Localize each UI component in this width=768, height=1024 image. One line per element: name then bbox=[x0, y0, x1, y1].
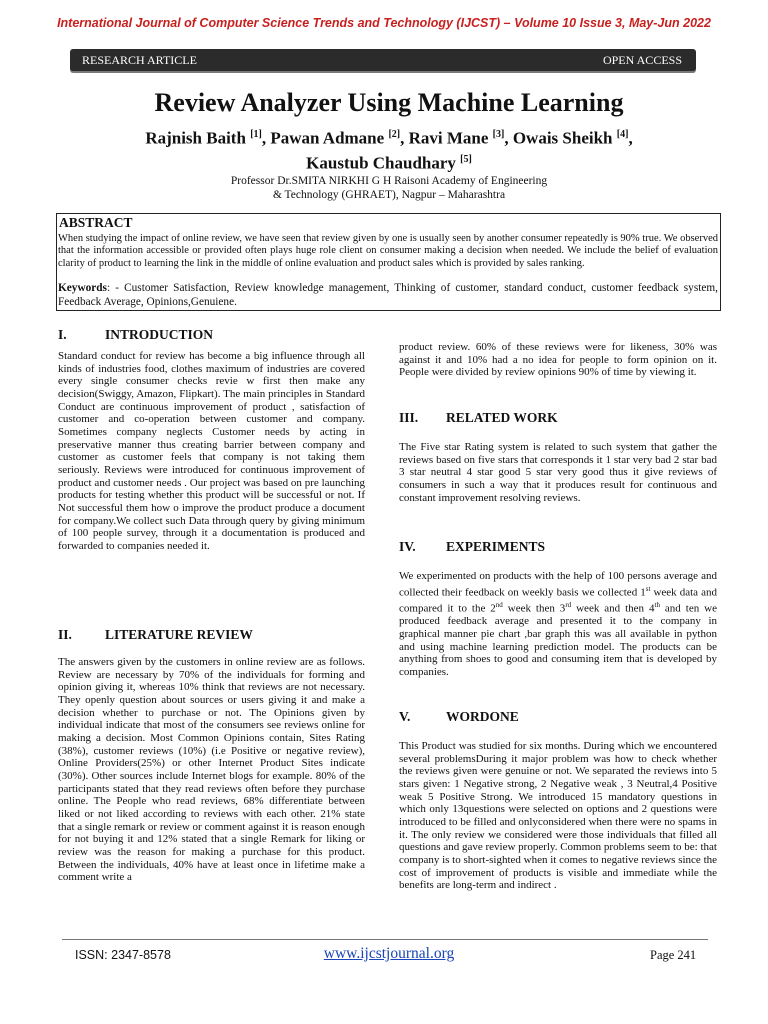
page-number: Page 241 bbox=[650, 948, 697, 962]
experiments-body: We experimented on products with the help of 100 persons average and collected their feedback on weekly basis we collected 1st week data and compared it to the 2nd week then 3rd week and then 4th and ten we produced feedback average and presented it to the company in graphical manner pie chart ,bar graph this was all available in python and using machine learning prediction model. The products can be anything from shoes to good and consuming item that is developed by companies. bbox=[399, 570, 717, 678]
section-heading-experiments: IV. EXPERIMENTS bbox=[399, 539, 546, 554]
abstract-text: When studying the impact of online review, we have seen that review given by one is usually seen by another consumer repeatedly is 90% true. We observed that the information accessible or provided often plays huge role client on consumer making a decision when needed. We include the belief of evaluation clarity of product to learning the link in the middle of online evaluation and product sales which is provided by sales ranking. bbox=[58, 233, 718, 269]
footer-divider bbox=[62, 939, 708, 940]
literature-review-body: The answers given by the customers in online review are as follows. Review are necessary by 70% of the individuals for forming and opinion giving it, whereas 10% think that reviews are not necessary. They openly question about sources or users giving it and make a decision whether to purchase or not. The Opinions given by individual indicate that most of the consumers see reviews online for making a decision. Most Common Opinions contain, Sites Rating (38%), customer reviews (10%) (i.e Positive or negative review), Online Providers(25%) or other Internet Product Sites indicate (30%). Other sources include Internet blogs for example. 80% of the participants stated that they read reviews often before they purchase online. The People who read reviews, 68% differentiate between liked or not liked according to reviews with each other. 21% state that a single remark or review or comment against it is reason enough for not buying it and 12% stated that a single Remark for liking or review was the reason for making a purchase for this product. Between the individuals, 40% have at least once in lifetime make a comment write a bbox=[58, 656, 365, 884]
literature-review-continued: product review. 60% of these reviews were for likeness, 30% was against it and 10% had a no idea for people to form opinion on it. People were divided by review opinions 90% of time by viewing it. bbox=[399, 341, 717, 379]
issn: ISSN: 2347-8578 bbox=[75, 948, 171, 962]
abstract-heading: ABSTRACT bbox=[59, 215, 133, 230]
section-heading-wordone: V. WORDONE bbox=[399, 709, 519, 724]
research-article-tag: RESEARCH ARTICLE bbox=[82, 53, 197, 67]
keywords: Keywords: - Customer Satisfaction, Review knowledge management, Thinking of customer, standard conduct, customer feedback system, Feedback Average, Opinions,Genuiene. bbox=[58, 282, 718, 308]
article-banner bbox=[70, 49, 696, 71]
paper-title: Review Analyzer Using Machine Learning bbox=[154, 88, 624, 117]
open-access-tag: OPEN ACCESS bbox=[602, 53, 682, 67]
section-heading-introduction: I. INTRODUCTION bbox=[58, 327, 214, 342]
section-heading-literature-review: II. LITERATURE REVIEW bbox=[58, 627, 253, 642]
section-heading-related-work: III. RELATED WORK bbox=[399, 410, 558, 425]
journal-header: International Journal of Computer Science Trends and Technology (IJCST) – Volume 10 Issue 3, May-Jun 2022 bbox=[57, 16, 711, 30]
author-list bbox=[0, 124, 768, 173]
affiliation: Professor Dr.SMITA NIRKHI G H Raisoni Academy of Engineering & Technology (GHRAET), Nagpur – Maharashtra bbox=[230, 175, 548, 201]
related-work-body: The Five star Rating system is related to such system that gather the reviews based on five stars that corresponds it 1 star very bad 2 star bad 3 star neutral 4 star good 5 star very good thus it give reviews of consumers in such a way that it produces result for continuous and constant improvement resolving reviews. bbox=[399, 441, 717, 504]
authors-line-1: Rajnish Baith [1], Pawan Admane [2], Ravi Mane [3], Owais Sheikh [4], bbox=[145, 128, 633, 148]
journal-website-link[interactable]: www.ijcstjournal.org bbox=[323, 945, 455, 962]
wordone-body: This Product was studied for six months. During which we encountered several problemsDuring it major problem was how to check whether the reviews given were genuine or not. We separated the reviews into 5 stars given: 1 Negative strong, 2 Negative weak , 3 Neutral,4 Positive weak 5 Positive Strong. We introduced 15 mandatory questions in which only 13questions were selected on options and 2 questions were introduced to be filled and onlyconsidered when there were no spams in it. The only review we considered were those individuals that filled all questions and gave review properly. Common problems seem to be: that company is to short-sighted when it comes to negative reviews since the cost of improvement of products is visible and immediate while the benefits are long-term and indirect . bbox=[399, 740, 718, 892]
introduction-body: Standard conduct for review has become a big influence through all kinds of industries food, clothes maximum of industries are covered every single consumer checks revie w first then make any decision(Swiggy, Amazon, Flipkart). The main principles in Standard Conduct are continuous improvement of product , satisfaction of customer and co-operation between customer and company. Sometimes company neglects Customer needs by acting in preservative manner thus creating barrier between company and customer as customer feels that company is not taking them seriously. Reviews were introduced for continuous improvement of product and customer needs . Our project was based on pre launching products for testing whether this product will be successful or not. If Not successful them how o improve the product produce a document for company.We collect such Data through query by giving minimum of 100 people survey, through it a documentation is produced and forwarded to companies needed it. bbox=[58, 350, 365, 552]
authors-line-2: Kaustub Chaudhary [5] bbox=[306, 153, 472, 173]
